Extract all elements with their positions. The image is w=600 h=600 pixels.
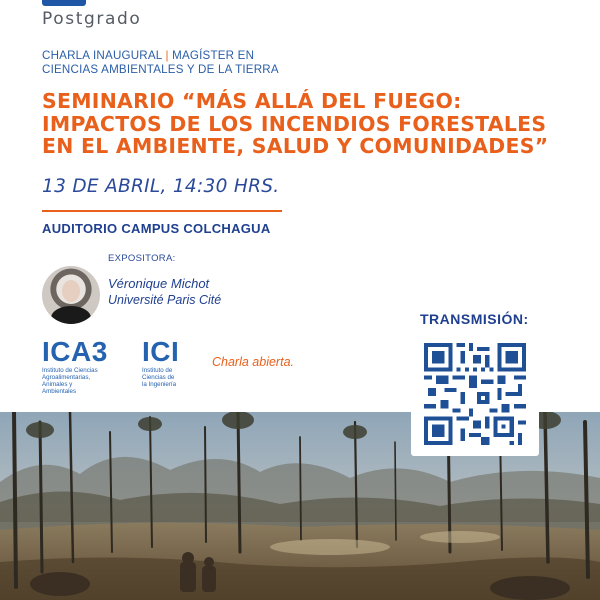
open-talk-note: Charla abierta. xyxy=(212,355,294,369)
qr-code-icon xyxy=(424,343,526,445)
ica3-acronym: ICA3 xyxy=(42,336,108,367)
ici-desc-line: Instituto de xyxy=(142,367,173,374)
qr-code[interactable] xyxy=(411,332,539,456)
event-venue: AUDITORIO CAMPUS COLCHAGUA xyxy=(42,221,271,236)
broadcast-label: TRANSMISIÓN: xyxy=(420,311,529,327)
ici-acronym: ICI xyxy=(142,336,180,367)
intro-separator: | xyxy=(165,49,169,62)
title-line-1: SEMINARIO “MÁS ALLÁ DEL FUEGO: xyxy=(42,89,462,113)
ici-description xyxy=(142,367,179,388)
speaker-affiliation: Université Paris Cité xyxy=(108,293,222,307)
speaker-label: EXPOSITORA: xyxy=(108,253,176,264)
divider-line xyxy=(42,210,282,212)
event-intro xyxy=(42,49,279,77)
intro-program: MAGÍSTER EN xyxy=(172,49,255,62)
ici-desc-line: la Ingeniería xyxy=(142,381,177,388)
speaker-name: Véronique Michot xyxy=(108,276,210,291)
title-line-3: EN EL AMBIENTE, SALUD Y COMUNIDADES” xyxy=(42,134,549,158)
ica3-desc-line: Agroalimentarias, xyxy=(42,374,91,381)
intro-program-line2: CIENCIAS AMBIENTALES Y DE LA TIERRA xyxy=(42,63,279,76)
ica3-desc-line: Ambientales xyxy=(42,388,77,395)
intro-label: CHARLA INAUGURAL xyxy=(42,49,163,62)
logo-mark xyxy=(42,0,86,6)
university-logo xyxy=(42,0,162,6)
ica3-desc-line: Animales y xyxy=(42,381,73,388)
speaker-avatar xyxy=(42,266,100,324)
ici-desc-line: Ciencias de xyxy=(142,374,175,381)
ica3-desc-line: Instituto de Ciencias xyxy=(42,367,98,374)
title-line-2: IMPACTOS DE LOS INCENDIOS FORESTALES xyxy=(42,111,547,136)
ica3-logo xyxy=(42,338,108,395)
ici-logo xyxy=(142,338,179,388)
ica3-description xyxy=(42,367,108,395)
brand-postgrado: Postgrado xyxy=(42,9,142,29)
event-date-time: 13 DE ABRIL, 14:30 HRS. xyxy=(42,176,280,197)
seminar-title xyxy=(42,90,582,158)
